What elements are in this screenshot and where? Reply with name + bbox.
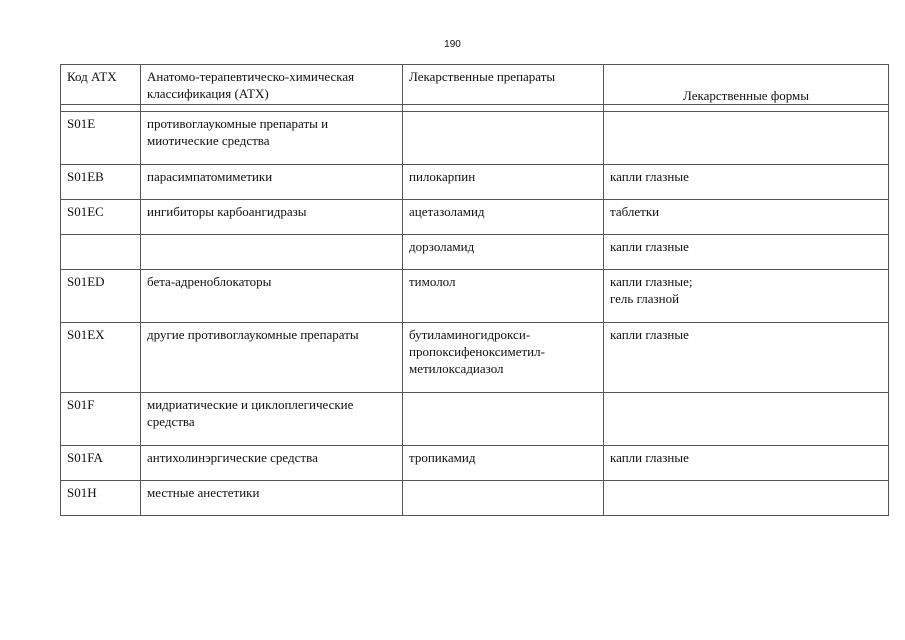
form-cell: капли глазные; гель глазной xyxy=(604,270,889,323)
form-cell: капли глазные xyxy=(604,323,889,393)
table-row xyxy=(61,393,889,446)
code-cell xyxy=(61,235,141,270)
classification-cell: парасимпатомиметики xyxy=(141,165,403,200)
form-cell: капли глазные xyxy=(604,165,889,200)
drug-cell: тропикамид xyxy=(403,446,604,481)
code-cell: S01E xyxy=(61,112,141,165)
table-row xyxy=(61,481,889,516)
drug-cell xyxy=(403,112,604,165)
form-cell xyxy=(604,393,889,446)
form-cell: таблетки xyxy=(604,200,889,235)
classification-cell: противоглаукомные препараты и миотические средства xyxy=(141,112,403,165)
table-row xyxy=(61,235,889,270)
drug-cell: дорзоламид xyxy=(403,235,604,270)
table-row xyxy=(61,323,889,393)
table-row xyxy=(61,446,889,481)
header-classification: Анатомо-терапевтическо-химическая классификация (АТХ) xyxy=(141,65,403,105)
header-spacer-row xyxy=(61,105,889,112)
code-cell: S01H xyxy=(61,481,141,516)
form-cell xyxy=(604,481,889,516)
drug-cell: бутиламиногидрокси- пропоксифеноксиметил- метилоксадиазол xyxy=(403,323,604,393)
table-row xyxy=(61,200,889,235)
classification-cell: бета-адреноблокаторы xyxy=(141,270,403,323)
code-cell: S01EX xyxy=(61,323,141,393)
classification-cell: ингибиторы карбоангидразы xyxy=(141,200,403,235)
atc-table xyxy=(60,64,889,516)
code-cell: S01F xyxy=(61,393,141,446)
classification-cell: другие противоглаукомные препараты xyxy=(141,323,403,393)
classification-cell xyxy=(141,235,403,270)
header-drugs: Лекарственные препараты xyxy=(403,65,604,105)
header-forms: Лекарственные формы xyxy=(604,65,889,105)
code-cell: S01EC xyxy=(61,200,141,235)
classification-cell: мидриатические и циклоплегические средства xyxy=(141,393,403,446)
table-row xyxy=(61,270,889,323)
header-code: Код АТХ xyxy=(61,65,141,105)
table-row xyxy=(61,112,889,165)
header-row xyxy=(61,65,889,105)
table-row xyxy=(61,165,889,200)
code-cell: S01FA xyxy=(61,446,141,481)
drug-cell: ацетазоламид xyxy=(403,200,604,235)
form-cell xyxy=(604,112,889,165)
drug-cell: пилокарпин xyxy=(403,165,604,200)
form-cell: капли глазные xyxy=(604,235,889,270)
page-number: 190 xyxy=(444,39,461,50)
form-cell: капли глазные xyxy=(604,446,889,481)
classification-cell: местные анестетики xyxy=(141,481,403,516)
classification-cell: антихолинэргические средства xyxy=(141,446,403,481)
drug-cell xyxy=(403,481,604,516)
code-cell: S01EB xyxy=(61,165,141,200)
code-cell: S01ED xyxy=(61,270,141,323)
drug-cell: тимолол xyxy=(403,270,604,323)
drug-cell xyxy=(403,393,604,446)
